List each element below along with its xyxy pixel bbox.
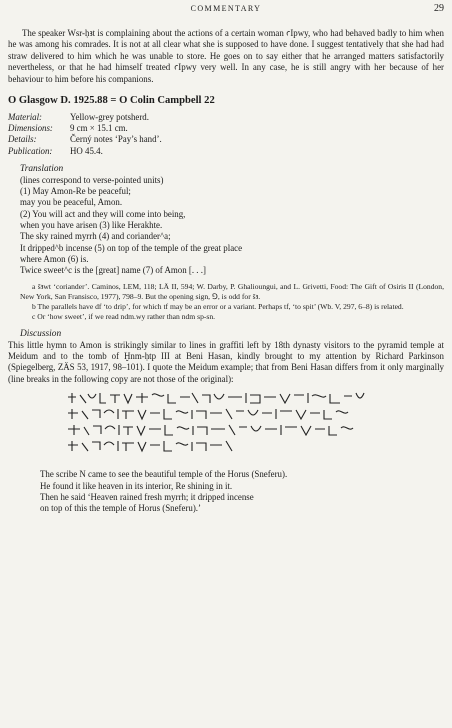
translation-line: (1) May Amon-Re be peaceful; <box>20 186 131 197</box>
translation-line: It dripped^b incense (5) on top of the temple of the great place <box>20 242 243 253</box>
detail-row-details <box>8 134 444 145</box>
translation-line: Twice sweet^c is the [great] name (7) of Amon [. . .] <box>20 265 206 276</box>
intro-paragraph: The speaker Wsr-ḥꜣt is complaining about the actions of a certain woman ꜥIpwy, who had behaved badly to him when he was among his comrades. It is not at all clear what she is supposed to have done. I suggest tentatively that she had had straw delivered to him which he was unable to store. He goes on to say either that he arranged matters satisfactorily nevertheless, or that he had himself treated ꜥIpwy very well. In any case, he is still angry with her because of her behaviour to him before his companions. <box>8 28 444 84</box>
section-title: O Glasgow D. 1925.88 = O Colin Campbell 22 <box>8 95 215 107</box>
translation-lines <box>20 175 444 277</box>
detail-value: 9 cm × 15.1 cm. <box>70 123 128 134</box>
detail-value: Černý notes ‘Pay’s hand’. <box>70 134 162 145</box>
detail-row-dimensions <box>8 123 444 134</box>
running-head: COMMENTARY <box>190 4 262 13</box>
detail-row-material <box>8 112 444 123</box>
discussion-heading: Discussion <box>20 328 62 339</box>
quote-line: on top of this the temple of Horus (Sneferu).’ <box>40 503 201 514</box>
detail-label: Dimensions: <box>8 123 53 134</box>
quote-line: Then he said ‘Heaven rained fresh myrrh; it dripped incense <box>40 491 254 502</box>
translation-line: The sky rained myrrh (4) and coriander^a; <box>20 231 171 242</box>
translation-line: may you be peaceful, Amon. <box>20 197 123 208</box>
meidum-quote <box>40 469 444 515</box>
footnotes <box>20 282 444 322</box>
detail-label: Details: <box>8 134 37 145</box>
hieroglyph-lines-figure <box>66 391 376 461</box>
translation-line: where Amon (6) is. <box>20 253 89 264</box>
detail-value: HO 45.4. <box>70 145 103 156</box>
discussion-paragraph: This little hymn to Amon is strikingly similar to lines in graffiti left by 18th dynasty visitors to the pyramid temple at Meidum and to the tomb of Ḫnm-ḥtp III at Beni Hasan, kindly brought to my attention by Richard Parkinson (Spiegelberg, ZÄS 53, 1917, 98–101). I quote the Meidum example; that from Beni Hasan differs from it only marginally (line breaks in the following copy are not those of the original): <box>8 339 444 384</box>
detail-label: Publication: <box>8 145 53 156</box>
page-header <box>0 2 452 16</box>
hieroglyphic-text-figure <box>66 391 376 461</box>
footnote-b: b The parallels have df ‘to drip’, for which tf may be an error or a variant. Perhaps tf, ‘to spit’ (Wb. V, 297, 6–8) is related. <box>32 301 404 311</box>
translation-line: (lines correspond to verse-pointed units) <box>20 174 164 185</box>
page-body <box>8 28 444 515</box>
footnote-a: a šꜣwt ‘coriander’. Caminos, LEM, 118; LÄ II, 594; W. Darby, P. Ghalioungui, and L. Grivetti, Food: The Gift of Osiris II (London, New York, San Fransisco, 1977), 798–9. But the opening sign, ⅁, is odd for šꜣ. <box>20 281 444 301</box>
page-number: 29 <box>434 3 444 14</box>
detail-value: Yellow-grey potsherd. <box>70 112 149 123</box>
translation-line: when you have arisen (3) like Herakhte. <box>20 220 163 231</box>
quote-line: He found it like heaven in its interior, Re shining in it. <box>40 480 233 491</box>
detail-row-publication <box>8 146 444 157</box>
detail-label: Material: <box>8 112 43 123</box>
translation-heading: Translation <box>20 163 64 174</box>
footnote-c: c Or ‘how sweet’, if we read ndm.wy rather than ndm sp-sn. <box>32 311 216 321</box>
translation-line: (2) You will act and they will come into being, <box>20 208 186 219</box>
object-details <box>8 112 444 157</box>
quote-line: The scribe N came to see the beautiful temple of the Horus (Sneferu). <box>40 469 288 480</box>
